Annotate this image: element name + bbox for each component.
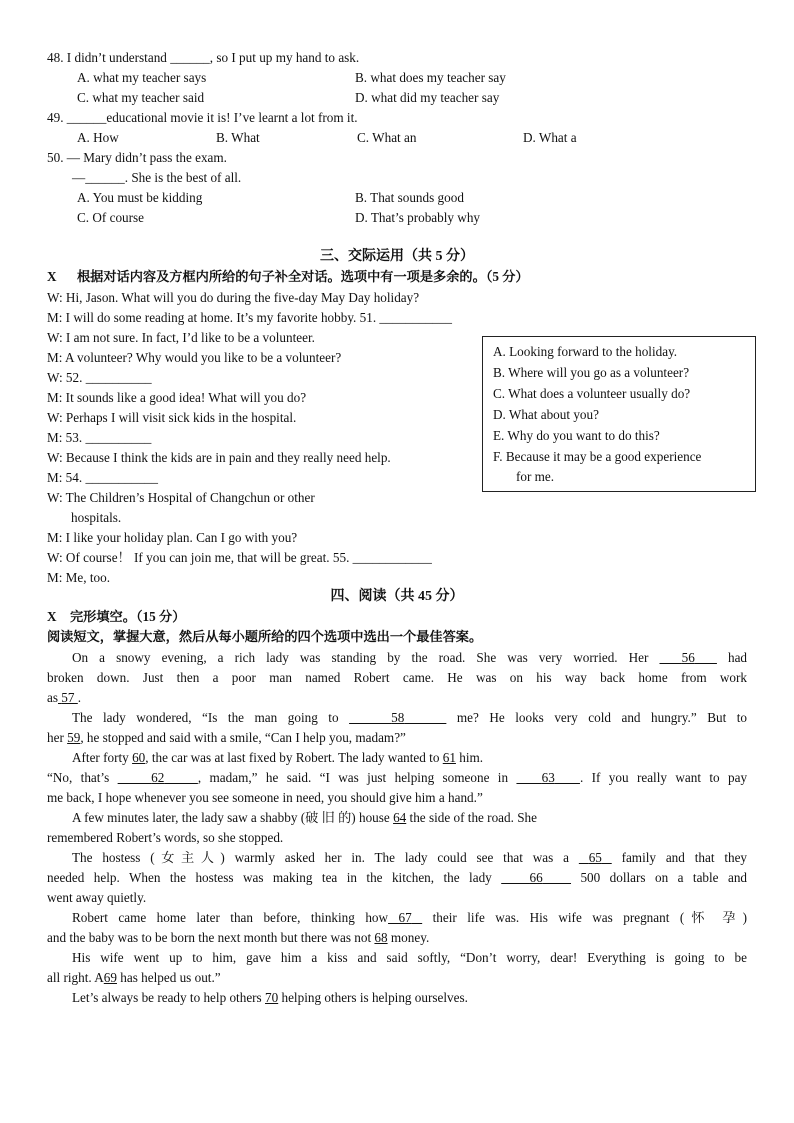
passage-line: Let’s always be ready to help others 70 helping others is helping ourselves. xyxy=(72,990,468,1005)
blank-61: 61 xyxy=(442,750,456,765)
passage-line: The lady wondered, “Is the man going to 58 me? He looks very cold and hungry.” But to xyxy=(72,710,748,725)
box-option-a: A. Looking forward to the holiday. xyxy=(493,344,678,359)
passage-line: “No, that’s 62 , madam,” he said. “I was just helping someone in 63 . If you really want to pay xyxy=(47,770,748,785)
blank-69: 69 xyxy=(103,970,117,985)
blank-58: 58 xyxy=(391,710,405,725)
section3-heading: 三、交际运用（共 5 分） xyxy=(320,249,474,264)
dialogue-line: W: Hi, Jason. What will you do during the five-day May Day holiday? xyxy=(47,290,420,305)
dialogue-line: M: A volunteer? Why would you like to be a volunteer? xyxy=(47,350,342,365)
passage-line: me back, I hope whenever you see someone in need, you should give him a hand.” xyxy=(47,790,483,805)
blank-66: 66 xyxy=(529,870,543,885)
q49-stem: 49. ______educational movie it is! I’ve learnt a lot from it. xyxy=(47,110,358,125)
box-option-f: F. Because it may be a good experience xyxy=(493,449,702,464)
passage-line: Robert came home later than before, thinking how 67 their life was. His wife was pregnant (怀 孕) xyxy=(72,910,747,925)
q49-option-d: D. What a xyxy=(523,130,577,145)
q50-stem-line2: —______. She is the best of all. xyxy=(72,170,242,185)
box-option-b: B. Where will you go as a volunteer? xyxy=(493,365,690,380)
blank-70: 70 xyxy=(265,990,279,1005)
passage-line: all right. A69 has helped us out.” xyxy=(47,970,221,985)
section4-sub-prefix: X xyxy=(47,609,57,624)
box-option-e: E. Why do you want to do this? xyxy=(493,428,660,443)
dialogue-line: W: 52. __________ xyxy=(47,370,152,385)
dialogue-line: hospitals. xyxy=(71,510,122,525)
q49-option-b: B. What xyxy=(216,130,260,145)
blank-67: 67 xyxy=(398,910,412,925)
blank-60: 60 xyxy=(132,750,146,765)
passage-line: A few minutes later, the lady saw a shabby (破 旧 的) house 64 the side of the road. She xyxy=(72,810,537,825)
passage-line: On a snowy evening, a rich lady was standing by the road. She was very worried. Her 56 had xyxy=(72,650,748,665)
q50-option-d: D. That’s probably why xyxy=(355,210,481,225)
q49-option-c: C. What an xyxy=(357,130,417,145)
blank-68: 68 xyxy=(374,930,388,945)
section4-sub-heading: 完形填空。（15 分） xyxy=(70,609,186,624)
section3-instruction-prefix: X xyxy=(47,269,57,284)
q48-option-d: D. what did my teacher say xyxy=(355,90,500,105)
q50-option-c: C. Of course xyxy=(77,210,145,225)
options-box xyxy=(482,336,756,492)
dialogue-line: M: It sounds like a good idea! What will you do? xyxy=(47,390,307,405)
dialogue-line: W: Perhaps I will visit sick kids in the hospital. xyxy=(47,410,297,425)
dialogue-line: M: I will do some reading at home. It’s my favorite hobby. 51. ___________ xyxy=(47,310,452,325)
q50-option-b: B. That sounds good xyxy=(355,190,464,205)
dialogue-line: M: I like your holiday plan. Can I go with you? xyxy=(47,530,298,545)
box-option-f-cont: for me. xyxy=(516,469,555,484)
blank-64: 64 xyxy=(393,810,407,825)
section4-instruction: 阅读短文，掌握大意，然后从每小题所给的四个选项中选出一个最佳答案。 xyxy=(47,629,483,644)
blank-63: 63 xyxy=(541,770,555,785)
q49-option-a: A. How xyxy=(77,130,119,145)
blank-57: 57 xyxy=(61,690,75,705)
q48-option-c: C. what my teacher said xyxy=(77,90,205,105)
passage-line: as 57 . xyxy=(47,690,82,705)
q50-stem-line1: 50. — Mary didn’t pass the exam. xyxy=(47,150,227,165)
passage-line: needed help. When the hostess was making tea in the kitchen, the lady 66 500 dollars on a table and xyxy=(47,870,748,885)
q50-option-a: A. You must be kidding xyxy=(77,190,203,205)
passage-line: went away quietly. xyxy=(47,890,147,905)
passage-line: her 59, he stopped and said with a smile, “Can I help you, madam?” xyxy=(47,730,406,745)
blank-59: 59 xyxy=(67,730,81,745)
passage-line: and the baby was to be born the next month but there was not 68 money. xyxy=(47,930,430,945)
dialogue-line: W: I am not sure. In fact, I’d like to be a volunteer. xyxy=(47,330,315,345)
dialogue-line: W: The Children’s Hospital of Changchun or other xyxy=(47,490,315,505)
passage-line: After forty 60, the car was at last fixed by Robert. The lady wanted to 61 him. xyxy=(72,750,484,765)
box-option-d: D. What about you? xyxy=(493,407,599,422)
dialogue-line: M: 54. ___________ xyxy=(47,470,158,485)
blank-56: 56 xyxy=(681,650,695,665)
box-option-c: C. What does a volunteer usually do? xyxy=(493,386,691,401)
dialogue-line: W: Because I think the kids are in pain and they really need help. xyxy=(47,450,391,465)
blank-65: 65 xyxy=(588,850,602,865)
blank-62: 62 xyxy=(151,770,165,785)
q48-option-a: A. what my teacher says xyxy=(77,70,207,85)
section3-instruction: 根据对话内容及方框内所给的句子补全对话。选项中有一项是多余的。（5 分） xyxy=(77,269,529,284)
passage-line: His wife went up to him, gave him a kiss and said softly, “Don’t worry, dear! Everything is going to be xyxy=(72,950,747,965)
passage-line: broken down. Just then a poor man named Robert came. He was on his way back home from work xyxy=(47,670,747,685)
q48-stem: 48. I didn’t understand ______, so I put up my hand to ask. xyxy=(47,50,360,65)
dialogue-line: M: Me, too. xyxy=(47,570,111,585)
passage-line: The hostess (女主人) warmly asked her in. The lady could see that was a 65 family and that they xyxy=(72,850,748,865)
q48-option-b: B. what does my teacher say xyxy=(355,70,506,85)
passage-line: remembered Robert’s words, so she stopped. xyxy=(47,830,284,845)
section4-heading: 四、阅读（共 45 分） xyxy=(330,589,464,604)
dialogue-line: M: 53. __________ xyxy=(47,430,152,445)
dialogue-line: W: Of course！ If you can join me, that will be great. 55. ____________ xyxy=(47,550,432,565)
